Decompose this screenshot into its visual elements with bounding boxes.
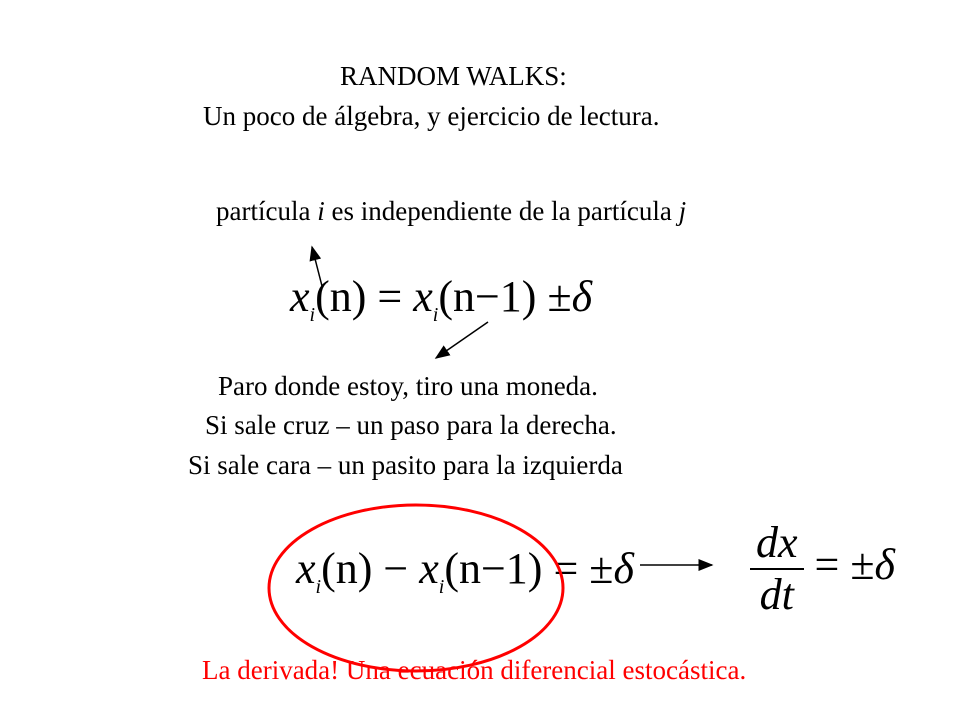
conclusion-text: La derivada! Una ecuación diferencial estocástica. xyxy=(202,655,747,685)
eq3-plus-minus: ± xyxy=(850,540,875,590)
eq1-argument-1: (n) xyxy=(315,272,367,321)
eq2-x-term-1: x xyxy=(296,544,316,593)
eq2-argument-1: (n) xyxy=(321,544,373,593)
eq2-subscript-2: i xyxy=(438,576,445,598)
eq1-subscript-2: i xyxy=(432,304,439,326)
eq2-x-term-2: x xyxy=(419,544,439,593)
independence-text-start: partícula xyxy=(216,196,318,226)
eq2-minus-sign: − xyxy=(383,544,409,593)
derivative-denominator: dt xyxy=(759,570,794,619)
description-line-2: Si sale cruz – un paso para la derecha. xyxy=(205,410,617,440)
eq1-delta: δ xyxy=(571,272,593,321)
eq1-subscript-1: i xyxy=(309,304,316,326)
eq1-equals-sign: = xyxy=(377,272,403,321)
particle-j-label: j xyxy=(678,196,687,226)
arrow-to-particle-label xyxy=(312,247,322,286)
eq3-equals-sign: = xyxy=(814,540,840,590)
description-line-3: Si sale cara – un pasito para la izquierda xyxy=(188,450,623,480)
highlight-ellipse xyxy=(269,505,563,671)
title-line-1: RANDOM WALKS: xyxy=(340,61,567,91)
eq1-plus-minus: ± xyxy=(547,272,572,321)
eq3-delta: δ xyxy=(874,540,895,590)
particle-i-label: i xyxy=(317,196,325,226)
eq2-equals-sign: = xyxy=(553,544,579,593)
derivative-numerator: dx xyxy=(750,518,804,570)
eq2-argument-2: (n−1) xyxy=(444,544,543,593)
eq2-subscript-1: i xyxy=(315,576,322,598)
eq1-argument-2: (n−1) xyxy=(438,272,537,321)
title-line-2: Un poco de álgebra, y ejercicio de lectura. xyxy=(203,101,660,131)
eq1-x-term-1: x xyxy=(290,272,310,321)
arrow-to-description xyxy=(436,322,488,358)
independence-text-middle: es independiente de la partícula xyxy=(324,196,679,226)
eq2-plus-minus: ± xyxy=(589,544,614,593)
eq1-x-term-2: x xyxy=(413,272,433,321)
description-line-1: Paro donde estoy, tiro una moneda. xyxy=(218,371,598,401)
eq2-delta: δ xyxy=(613,544,634,593)
